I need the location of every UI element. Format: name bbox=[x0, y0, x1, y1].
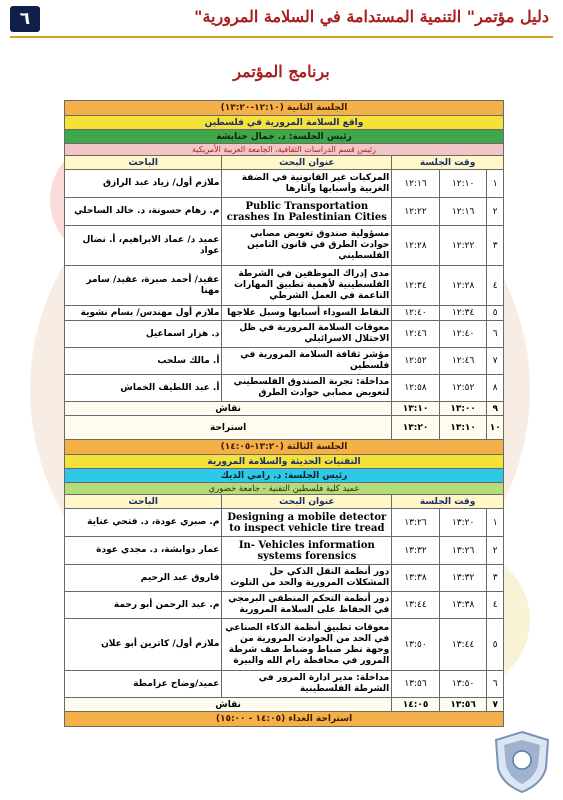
chair-affiliation: عميد كلية فلسطين التقنية - جامعة خضوري bbox=[65, 483, 504, 495]
break-row bbox=[65, 416, 504, 440]
researcher-name: فاروق عبد الرحيم bbox=[65, 565, 222, 592]
table-row bbox=[65, 565, 504, 592]
researcher-name: عمار دوابشة، د. مجدي عودة bbox=[65, 537, 222, 565]
table-row bbox=[65, 321, 504, 348]
start-time: ١٣:٥٦ bbox=[439, 698, 487, 712]
row-number: ٢ bbox=[487, 537, 504, 565]
researcher-name: عميد د/ عماد الابراهيم، أ. نضال عواد bbox=[65, 226, 222, 266]
table-row bbox=[65, 509, 504, 537]
researcher-name: م. صبري عودة، د. فتحي عناية bbox=[65, 509, 222, 537]
end-time: ١٢:٢٨ bbox=[392, 226, 440, 266]
row-number: ١ bbox=[487, 170, 504, 198]
row-number: ٣ bbox=[487, 565, 504, 592]
police-emblem-logo bbox=[492, 730, 552, 794]
col-header-topic: عنوان البحث bbox=[222, 495, 392, 509]
start-time: ١٣:٣٨ bbox=[439, 592, 487, 619]
chair-affiliation: رئيس قسم الدراسات الثقافية، الجامعة العربية الأمريكية bbox=[65, 144, 504, 156]
end-time: ١٣:٤٤ bbox=[392, 592, 440, 619]
start-time: ١٣:٢٦ bbox=[439, 537, 487, 565]
end-time: ١٣:٣٨ bbox=[392, 565, 440, 592]
page-number: ٦ bbox=[10, 6, 40, 32]
row-number: ٢ bbox=[487, 198, 504, 226]
end-time: ١٣:٥٦ bbox=[392, 671, 440, 698]
end-time: ١٢:٣٤ bbox=[392, 266, 440, 306]
program-title: برنامج المؤتمر bbox=[233, 62, 330, 81]
start-time: ١٣:٣٢ bbox=[439, 565, 487, 592]
start-time: ١٢:٤٠ bbox=[439, 321, 487, 348]
header-title: دليل مؤتمر" التنمية المستدامة في السلامة المرورية" bbox=[194, 7, 549, 26]
researcher-name: ملازم أول/ كاترين أبو علان bbox=[65, 619, 222, 671]
table-row bbox=[65, 266, 504, 306]
start-time: ١٢:١٦ bbox=[439, 198, 487, 226]
header-divider bbox=[10, 36, 553, 38]
research-title: معوقات السلامة المرورية في ظل الاحتلال الاسرائيلي bbox=[222, 321, 392, 348]
row-number: ٧ bbox=[487, 348, 504, 375]
researcher-name: م. رهام حسونة، د. خالد الساحلي bbox=[65, 198, 222, 226]
col-header-time: وقت الجلسة bbox=[392, 495, 504, 509]
researcher-name: د. هزار اسماعيل bbox=[65, 321, 222, 348]
end-time: ١٢:١٦ bbox=[392, 170, 440, 198]
research-title: دور أنظمة التحكم المنطقي البرمجي في الحفاظ على السلامة المرورية bbox=[222, 592, 392, 619]
row-number: ٩ bbox=[487, 402, 504, 416]
row-number: ٤ bbox=[487, 266, 504, 306]
research-title: المركبات غير القانونية في الضفة الغربية وأسبابها وآثارها bbox=[222, 170, 392, 198]
table-row bbox=[65, 198, 504, 226]
research-title: مدى إدراك الموظفين في الشرطة الفلسطينية لأهمية تطبيق المهارات الناعمة في العمل الشرطي bbox=[222, 266, 392, 306]
table-row bbox=[65, 348, 504, 375]
researcher-name: ملازم أول/ زياد عبد الرازق bbox=[65, 170, 222, 198]
researcher-name: أ. مالك سلحب bbox=[65, 348, 222, 375]
end-time: ١٣:١٠ bbox=[392, 402, 440, 416]
row-number: ٤ bbox=[487, 592, 504, 619]
end-time: ١٢:٥٢ bbox=[392, 348, 440, 375]
research-title: دور أنظمة النقل الذكي حل المشكلات المرورية والحد من التلوث bbox=[222, 565, 392, 592]
start-time: ١٣:١٠ bbox=[439, 416, 487, 440]
start-time: ١٣:٤٤ bbox=[439, 619, 487, 671]
start-time: ١٢:٤٦ bbox=[439, 348, 487, 375]
col-header-researcher: الباحث bbox=[65, 156, 222, 170]
discussion-label: نقاش bbox=[65, 402, 392, 416]
row-number: ٧ bbox=[487, 698, 504, 712]
end-time: ١٢:٥٨ bbox=[392, 375, 440, 402]
end-time: ١٢:٢٢ bbox=[392, 198, 440, 226]
start-time: ١٣:٠٠ bbox=[439, 402, 487, 416]
row-number: ٣ bbox=[487, 226, 504, 266]
session-theme: التقنيات الحديثة والسلامة المرورية bbox=[65, 455, 504, 469]
research-title: In- Vehicles information systems forensics bbox=[222, 537, 392, 565]
start-time: ١٢:٢٨ bbox=[439, 266, 487, 306]
start-time: ١٣:٥٠ bbox=[439, 671, 487, 698]
session-title: الجلسة الثانية (١٢:١٠-١٣:٢٠) bbox=[65, 101, 504, 116]
end-time: ١٣:٣٢ bbox=[392, 537, 440, 565]
researcher-name: عميد/وضاح عزامطة bbox=[65, 671, 222, 698]
start-time: ١٢:٣٤ bbox=[439, 306, 487, 321]
row-number: ١ bbox=[487, 509, 504, 537]
start-time: ١٢:١٠ bbox=[439, 170, 487, 198]
table-row bbox=[65, 226, 504, 266]
session-chair: رئيس الجلسة: د. جمال حنايشة bbox=[65, 130, 504, 144]
discussion-label: نقاش bbox=[65, 698, 392, 712]
row-number: ٦ bbox=[487, 671, 504, 698]
research-title: مداخلة: تجربة الصندوق الفلسطيني لتعويض مصابي حوادث الطرق bbox=[222, 375, 392, 402]
row-number: ٦ bbox=[487, 321, 504, 348]
end-time: ١٣:٢٠ bbox=[392, 416, 440, 440]
row-number: ٨ bbox=[487, 375, 504, 402]
end-time: ١٢:٤٦ bbox=[392, 321, 440, 348]
research-title: Designing a mobile detector to inspect vehicle tire tread bbox=[222, 509, 392, 537]
start-time: ١٢:٥٢ bbox=[439, 375, 487, 402]
table-row bbox=[65, 619, 504, 671]
start-time: ١٣:٢٠ bbox=[439, 509, 487, 537]
table-row bbox=[65, 375, 504, 402]
end-time: ١٢:٤٠ bbox=[392, 306, 440, 321]
researcher-name: أ. عبد اللطيف الخماش bbox=[65, 375, 222, 402]
research-title: النقاط السوداء أسبابها وسبل علاجها bbox=[222, 306, 392, 321]
start-time: ١٢:٢٢ bbox=[439, 226, 487, 266]
row-number: ٥ bbox=[487, 306, 504, 321]
session-title: الجلسة الثالثة (١٣:٢٠-١٤:٠٥) bbox=[65, 440, 504, 455]
session-chair: رئيس الجلسة: د. رامي الديك bbox=[65, 469, 504, 483]
lunch-break: استراحة الغداء (١٤:٠٥ - ١٥:٠٠) bbox=[65, 712, 504, 727]
session-theme: واقع السلامة المرورية في فلسطين bbox=[65, 116, 504, 130]
end-time: ١٣:٢٦ bbox=[392, 509, 440, 537]
row-number: ٥ bbox=[487, 619, 504, 671]
col-header-time: وقت الجلسة bbox=[392, 156, 504, 170]
discussion-row bbox=[65, 402, 504, 416]
researcher-name: عقيد/ أحمد صبرة، عقيد/ سامر مهنا bbox=[65, 266, 222, 306]
table-row bbox=[65, 170, 504, 198]
table-row bbox=[65, 671, 504, 698]
research-title: Public Transportation crashes In Palestinian Cities bbox=[222, 198, 392, 226]
table-row bbox=[65, 306, 504, 321]
end-time: ١٣:٥٠ bbox=[392, 619, 440, 671]
research-title: مسؤولية صندوق تعويض مصابي حوادث الطرق في قانون التامين الفلسطيني bbox=[222, 226, 392, 266]
researcher-name: م. عبد الرحمن أبو رحمة bbox=[65, 592, 222, 619]
researcher-name: ملازم أول مهندس/ بسام نشوية bbox=[65, 306, 222, 321]
research-title: مؤشر ثقافة السلامة المرورية في فلسطين bbox=[222, 348, 392, 375]
table-row bbox=[65, 537, 504, 565]
program-table bbox=[64, 100, 504, 727]
discussion-row bbox=[65, 698, 504, 712]
row-number: ١٠ bbox=[487, 416, 504, 440]
col-header-researcher: الباحث bbox=[65, 495, 222, 509]
break-label: استراحة bbox=[65, 416, 392, 440]
page-header bbox=[0, 0, 563, 40]
end-time: ١٤:٠٥ bbox=[392, 698, 440, 712]
research-title: مداخلة: مدير ادارة المرور في الشرطة الفلسطينية bbox=[222, 671, 392, 698]
research-title: معوقات تطبيق أنظمة الذكاء الصناعي في الحد من الحوادث المرورية من وجهة نظر ضباط وضباط صف شرطة المرور في محافظة رام الله والبيرة bbox=[222, 619, 392, 671]
col-header-topic: عنوان البحث bbox=[222, 156, 392, 170]
table-row bbox=[65, 592, 504, 619]
